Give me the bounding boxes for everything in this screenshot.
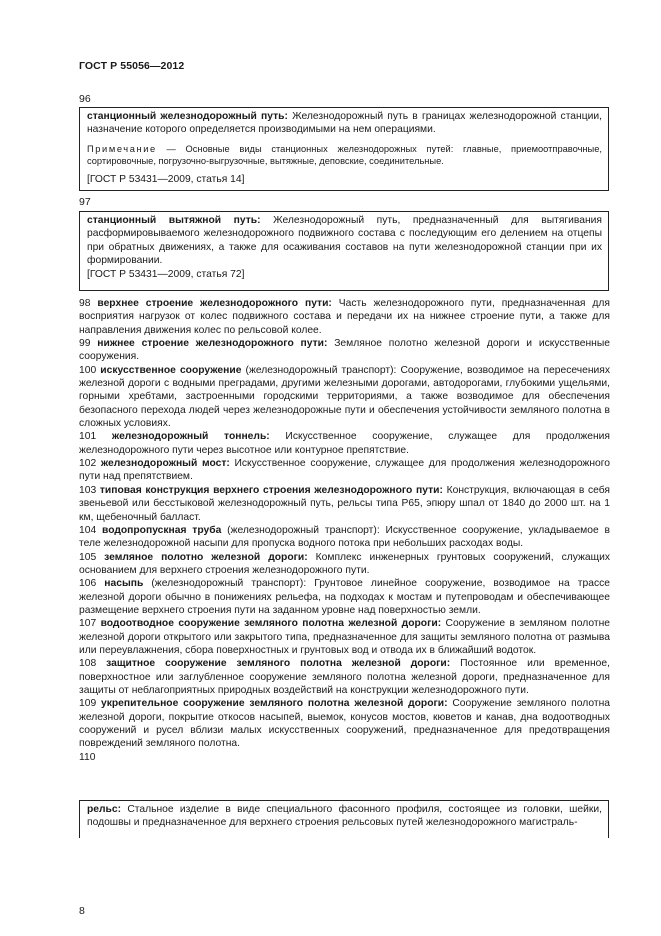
term-definition: Часть железнодорожного пути, предназначенная для восприятия нагрузок от колес подвижного состава и передачи их на нижнее строение пути, а также для направления движения колес по рельсовой колее. <box>79 298 610 336</box>
term-source-97: [ГОСТ Р 53431—2009, статья 72] <box>87 268 245 280</box>
term-definition: Стальное изделие в виде специального фасонного профиля, состоящее из головки, шейки, подошвы и предназначенное для верхнего строения рельсовых путей железнодорожного магистраль- <box>87 804 602 829</box>
term-number: 104 <box>79 524 97 536</box>
term-definition: (железнодорожный транспорт): Сооружение, возводимое на пересечениях железной дороги с водными преградами, другими железными дорогами, автодорогами, глубокими ущельями, горными хребтами, застроенными городскими территориями, а также возводимое для обеспечения безопасного перехода людей через железнодорожные пути и обеспечения устойчивости земляного полотна в сложных условиях. <box>79 364 610 430</box>
term-number: 106 <box>79 578 97 590</box>
term-number-96: 96 <box>79 93 91 105</box>
term-name: нижнее строение железнодорожного пути: <box>97 338 328 350</box>
term-definition: Искусственное сооружение, служащее для продолжения железнодорожного пути через высотное или контурное препятствие. <box>79 431 611 456</box>
term-number: 98 <box>79 298 91 309</box>
term-entry-100 <box>79 364 610 431</box>
term-number: 102 <box>79 458 97 470</box>
term-definition: Земляное полотно железной дороги и искусственные сооружения. <box>79 338 610 363</box>
term-name: типовая конструкция верхнего строения железнодорожного пути: <box>99 484 443 496</box>
term-number: 109 <box>79 698 97 710</box>
term-entry-106 <box>79 577 610 617</box>
term-name: искусственное сооружение <box>100 364 242 376</box>
term-entry-107 <box>79 617 610 657</box>
term-definition: (железнодорожный транспорт): Грунтовое линейное сооружение, возводимое на трассе железной дороги обычно в понижениях рельефа, на подходах к мостам и путепроводам и обеспечивающее размещение верхнего строения пути на заданном уровне над поверхностью земли. <box>79 578 610 616</box>
term-number: 101 <box>79 431 97 443</box>
term-number: 103 <box>79 484 97 496</box>
term-name: насыпь <box>104 578 144 590</box>
document-header: ГОСТ Р 55056—2012 <box>79 60 185 72</box>
page-number: 8 <box>79 905 85 917</box>
term-entry-104 <box>79 524 610 551</box>
term-definition: (железнодорожный транспорт): Искусственное сооружение, укладываемое в теле железнодорожной насыпи для пропуска водного потока при небольших расходах воды. <box>79 524 610 550</box>
term-number-97: 97 <box>79 196 91 208</box>
term-definition: Конструкция, включающая в себя звеньевой или бесстыковой железнодорожный путь, рельсы типа Р65, эпюру шпал от 1840 до 2000 шт. на 1 км, щебеночный балласт. <box>79 484 610 523</box>
term-number: 99 <box>79 338 91 350</box>
term-name: железнодорожный тоннель: <box>111 431 270 443</box>
term-name: укрепительное сооружение земляного полотна железной дороги: <box>100 698 448 710</box>
term-number: 100 <box>79 364 97 376</box>
term-entry-110 <box>87 803 602 830</box>
term-entry-102 <box>79 457 610 484</box>
term-name: станционный железнодорожный путь: <box>87 111 288 122</box>
term-list <box>79 297 610 764</box>
term-name: станционный вытяжной путь: <box>87 215 261 226</box>
term-name: водопропускная труба <box>102 524 222 536</box>
term-name: железнодорожный мост: <box>100 458 230 470</box>
term-definition: Железнодорожный путь в границах железнодорожной станции, назначение которого определяется производимыми на нем операциями. <box>87 111 602 136</box>
term-source-96: [ГОСТ Р 53431—2009, статья 14] <box>87 174 245 185</box>
term-number: 107 <box>79 618 97 630</box>
term-number: 105 <box>79 551 97 563</box>
term-number-110: 110 <box>79 751 96 763</box>
term-definition: Железнодорожный путь, предназначенный для вытягивания расформировываемого железнодорожного подвижного состава с последующим его делением на отцепы при обратных движениях, а также для осаживания составов на пути железнодорожной станции при их формировании. <box>87 215 602 267</box>
term-number: 108 <box>79 658 97 670</box>
term-entry-97 <box>87 214 602 268</box>
term-name: защитное сооружение земляного полотна железной дороги: <box>106 658 451 670</box>
term-name: верхнее строение железнодорожного пути: <box>97 298 332 309</box>
term-name: водоотводное сооружение земляного полотна железной дороги: <box>100 618 442 630</box>
term-entry-103 <box>79 484 610 524</box>
term-definition: Искусственное сооружение, служащее для продолжения железнодорожного пути над препятствием. <box>79 458 610 483</box>
term-definition: Сооружение в земляном полотне железной дороги открытого или закрытого типа, предназначенное для защиты земляного полотна от размыва или переувлажнения, сбора поверхностных и грунтовых вод и отвода их в ближайший водоток. <box>79 618 610 656</box>
term-note-96 <box>87 143 602 168</box>
term-box-96 <box>79 107 609 191</box>
term-name: земляное полотно железной дороги: <box>104 551 308 563</box>
term-entry-99 <box>79 337 610 364</box>
term-definition: Постоянное или временное, поверхностное или заглубленное сооружение земляного полотна железной дороги, предназначенное для защиты от неблагоприятных природных воздействий на конструкции железнодорожного пути. <box>79 658 610 696</box>
term-definition: Комплекс инженерных грунтовых сооружений, служащих основанием для верхнего строения железнодорожного пути. <box>79 551 610 576</box>
term-entry-108 <box>79 657 610 697</box>
term-box-110 <box>79 800 609 838</box>
term-entry-101 <box>79 430 610 457</box>
term-entry-96 <box>87 110 602 137</box>
term-box-97 <box>79 211 609 291</box>
term-entry-109 <box>79 697 610 750</box>
note-text: — Основные виды станционных железнодорожных путей: главные, приемоотправочные, сортировочные, погрузочно-выгрузочные, вытяжные, деповские, соединительные. <box>87 143 602 167</box>
term-entry-105 <box>79 551 610 578</box>
note-label: Примечание <box>87 143 157 154</box>
term-entry-98 <box>79 297 610 337</box>
term-name: рельс: <box>87 804 122 815</box>
term-definition: Сооружение земляного полотна железной дороги, покрытие откосов насыпей, выемок, конусов мостов, кюветов и канав, дна водоотводных сооружений и русел вблизи малых искусственных сооружений, предназначенное для предотвращения повреждений земляного полотна. <box>79 698 610 750</box>
